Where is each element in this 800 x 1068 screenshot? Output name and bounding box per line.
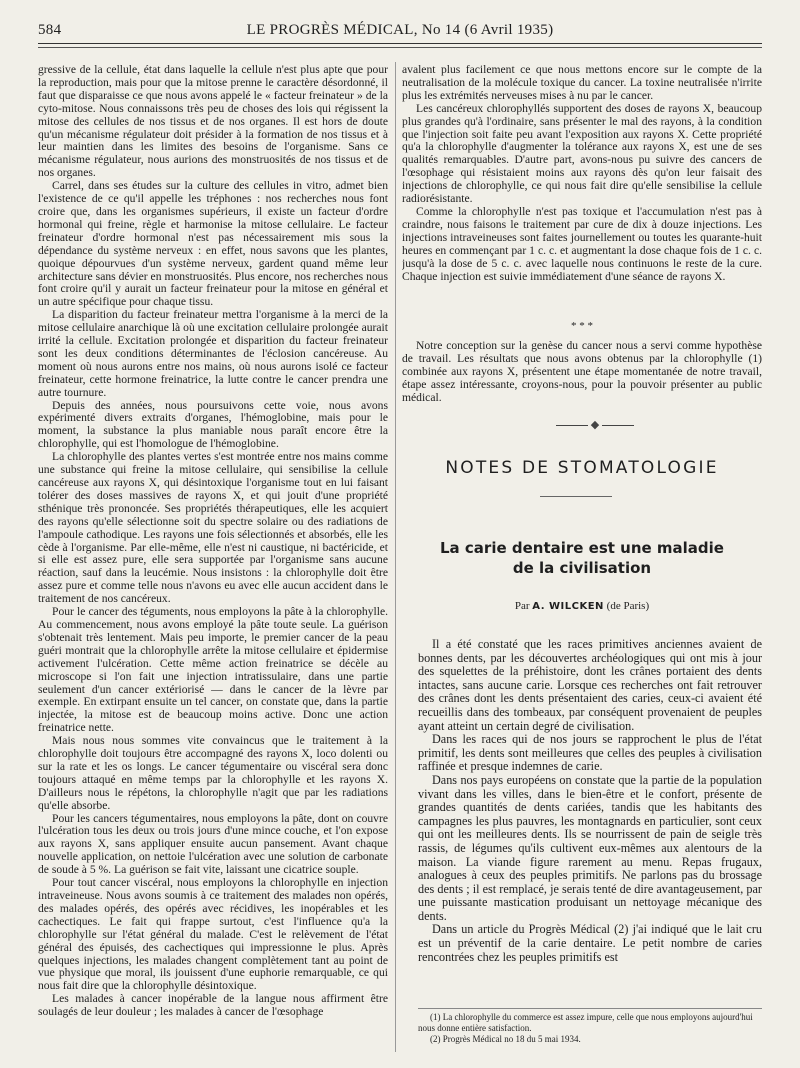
paragraph: Comme la chlorophylle n'est pas toxique et l'accumulation n'est pas à craindre, nous faisons le traitement par cure de dix à douze injections. Les injections intraveineuses sont faites journellement ou toutes les quarante-huit heures en commençant par 1 c. c. et augmentant la dose chaque fois de 1 c. c. jusqu'à la dose de 5 c. c. avec laquelle nous continuons le reste de la cure. Chaque injection est suivie immédiatement d'une séance de rayons X. <box>402 204 762 283</box>
paragraph: Pour le cancer des téguments, nous employons la pâte à la chlorophylle. Au commencement, nous avons employé la pâte toute seule. La guérison s'obtenait très lentement. Mais peu importe, le premier cancer de la peau guéri montrait que la chlorophylle arrête la mitose cellulaire et épidermise activement l'ulcération. Cette même action freinatrice se décèle au microscope si l'on fait une injection intratissulaire, dans une partie seulement d'un cancer extériorisé — dans le cancer de la lèvre par exemple. En extirpant ensuite un tel cancer, on constate que, dans la partie injectée, la mitose est de beaucoup moins active. Donc une action freinatrice nette. <box>38 605 388 735</box>
paragraph: La disparition du facteur freinateur mettra l'organisme à la merci de la mitose cellulaire anarchique là où une excitation cellulaire prolongée aurait irrité la cellule. Excitation prolongée et disparition du facteur freinateur sont les deux conditions déterminantes de l'éclosion cancéreuse. Au moment où nous aurons entre nos mains, où nous aurons isolé ce facteur freinateur, cette hormone freinatrice, la lutte contre le cancer prendra une autre tournure. <box>38 308 388 399</box>
footnote-rule <box>418 1008 762 1009</box>
footnote: (2) Progrès Médical no 18 du 5 mai 1934. <box>430 1033 581 1044</box>
byline-prefix: Par <box>514 600 530 612</box>
paragraph: Pour les cancers tégumentaires, nous employons la pâte, dont on couvre l'ulcération tous les deux ou trois jours d'une mince couche, et l'on expose aux rayons X, sans appliquer ensuite aucun pansement. Avant chaque nouvelle application, on nettoie l'ulcération avec une solution de carbonate de soude à 5 %. La guérison se fait vite, laissant une cicatrice souple. <box>38 811 388 877</box>
footnote: (1) La chlorophylle du commerce est assez impure, celle que nous employons aujourd'hui nous donne entière satisfaction. <box>418 1012 753 1033</box>
header-rule <box>38 43 762 44</box>
paragraph: Carrel, dans ses études sur la culture des cellules in vitro, admet bien l'existence de ce qu'il appelle les tréphones : nos recherches nous font croire que, dans les organismes supérieurs, il existe un facteur d'ordre hormonal qui freine, règle et harmonise la mitose cellulaire. Le facteur freinateur d'ordre hormonal n'est pas nécessairement mis sous la dépendance du système nerveux : en effet, nous savons que les plantes, quoique dépourvues d'un système nerveux, gardent quand même leur architecture sans dévier en monstruosités. Plus encore, nos recherches nous font croire qu'il y aurait un facteur freinateur pour la mitose en général et un autre spécifique pour chaque tissu. <box>38 179 388 309</box>
left-column <box>38 64 388 1054</box>
author-name: A. WILCKEN <box>532 601 604 612</box>
article-title-line1: La carie dentaire est une maladie <box>440 539 724 557</box>
paragraph: Il a été constaté que les races primitives anciennes avaient de bonnes dents, par les découvertes archéologiques qui ont mis à jour des squelettes de la préhistoire, dont les crânes portaient des dents intactes, sans aucune carie. Lorsque ces recherches ont fait retrouver des crânes dont les dents présentaient des caries, ceux-ci avaient été recueillis dans des tombeaux, par conséquent provenaient de peuples ayant atteint un certain degré de civilisation. <box>418 638 762 733</box>
paragraph: Depuis des années, nous poursuivons cette voie, nous avons expérimenté divers extraits d'organes, l'hémoglobine, mais pour le moment, la substance la plus maniable nous paraît encore être la chlorophylle, qui est l'homologue de l'hémoglobine. <box>38 398 388 451</box>
paragraph: Pour tout cancer viscéral, nous employons la chlorophylle en injection intraveineuse. Nous avons soumis à ce traitement des malades non opérés, des malades opérés, des opérés avec récidives, les inopérables et les cachectiques. Le fait qui frappe surtout, c'est l'influence qu'a la chlorophylle sur l'état général du malade. C'est le relèvement de l'état général des épuisés, des cachectiques qui impressionne le plus. Après quelques injections, les malades changent complètement tant au point de vue physique que moral, ils jouissent d'une euphorie remarquable, ce qui nous fait dire que la chlorophylle désintoxique. <box>38 876 388 993</box>
paragraph: Les malades à cancer inopérable de la langue nous affirment être soulagés de leur douleur ; les malades à cancer de l'œsophage <box>38 992 388 1019</box>
header-rule-thin <box>38 47 762 48</box>
byline <box>402 600 762 612</box>
paragraph: Dans nos pays européens on constate que la partie de la population vivant dans les villes, dans le bien-être et le confort, présente de grandes quantités de dents cariées, tandis que les habitants des campagnes les plus pauvres, les montagnards en particulier, sont ceux qui ont les meilleures dents. Ils se nourrissent de pain de seigle très rassis, de légumes qu'ils cultivent eux-mêmes aux alentours de la maison. La viande figure rarement au menu. Repas frugaux, analogues à ceux des peuples primitifs. Ne parlons pas du brossage des dents ; il est remplacé, je serais tenté de dire avantageusement, par une puissante mastication produisant un nettoyage mécanique des dents. <box>418 772 762 923</box>
asterism: * * * <box>571 320 593 332</box>
conclusion-block <box>402 340 762 410</box>
paragraph: Dans un article du Progrès Médical (2) j'ai indiqué que le lait cru est un préventif de la carie dentaire. Le petit nombre de caries rencontrées chez les peuples primitifs est <box>418 922 762 964</box>
paragraph: Notre conception sur la genèse du cancer nous a servi comme hypothèse de travail. Les résultats que nous avons obtenus par la chlorophylle (1) combinée aux rayons X, présentent une étape momentanée de notre travail, étape assez intéressante, croyons-nous, pour la pouvoir présenter au public médical. <box>402 340 762 404</box>
running-header <box>38 18 762 40</box>
page-number: 584 <box>38 22 62 38</box>
article-body <box>418 638 762 1000</box>
running-title: LE PROGRÈS MÉDICAL, No 14 (6 Avril 1935) <box>246 22 554 38</box>
paragraph: gressive de la cellule, état dans laquelle la cellule n'est plus apte que pour la reproduction, mais pour que la mitose prenne le caractère désordonné, il faut que disparaisse ce que nous avons appelé le « facteur freinateur » de la cyto-mitose. Nous connaissons très peu de choses des lois qui régissent la mitose des cellules de nos tissus et de nos organes. Il est hors de doute qu'un mécanisme régulateur doit présider à la formation de nos tissus et à leur maintien dans les limites des besoins de l'organisme. Sans ce mécanisme régulateur, nous aurions des monstruosités de nos tissus et de nos organes. <box>38 64 388 180</box>
paragraph: Dans les races qui de nos jours se rapprochent le plus de l'état primitif, les dents sont meilleures que celles des peuples à civilisation raffinée et presque indemnes de carie. <box>418 732 762 774</box>
byline-suffix: (de Paris) <box>606 600 650 612</box>
section-rule <box>540 496 612 497</box>
column-divider <box>395 62 396 1052</box>
footnotes <box>418 1012 762 1044</box>
fleuron-ornament: ◆ <box>540 418 650 431</box>
article-title-line2: de la civilisation <box>512 559 652 577</box>
paragraph: avalent plus facilement ce que nous mettons encore sur le compte de la neutralisation de la molécule toxique du cancer. La toxine neutralisée n'irrite plus les extrémités nerveuses mises à nu par le cancer. <box>402 64 762 102</box>
paragraph: Les cancéreux chlorophyllés supportent des doses de rayons X, beaucoup plus grandes qu'à l'ordinaire, sans présenter le mal des rayons, à la condition que l'injection soit faite peu avant l'exposition aux rayons X. Cette propriété qu'a la chlorophylle d'augmenter la tolérance aux rayons X, est une de ses qualités remarquables. D'autre part, avons-nous pu suivre des cancers de l'œsophage qui résistaient moins aux rayons dès qu'on leur faisait des injections de chlorophylle, ce qui nous fait dire qu'elle sensibilise la cellule radiorésistante. <box>402 101 762 206</box>
paragraph: Mais nous nous sommes vite convaincus que le traitement à la chlorophylle doit toujours être accompagné des rayons X, loco dolenti ou sur la rate et les os longs. Le cancer tégumentaire ou viscéral sera donc toujours attaqué en même temps par la chlorophylle et les rayons X. D'ailleurs nous le répétons, la chlorophylle n'agit que par les radiations qu'elle absorbe. <box>38 734 388 812</box>
section-title: NOTES DE STOMATOLOGIE <box>445 458 719 478</box>
article-title <box>402 538 762 578</box>
paragraph: La chlorophylle des plantes vertes s'est montrée entre nos mains comme une substance qui freine la mitose cellulaire, qui sensibilise la cellule cancéreuse aux rayons X, qui désintoxique l'organisme tout en lui faisant tolérer des doses massives de rayons X, et qui jouit d'une propriété sthénique très prononcée. Ses propriétés thérapeutiques, elle les acquiert des rayons qu'elle sélectionne soit du spectre solaire ou des radiations de l'ampoule cathodique. Les rayons une fois sélectionnés et absorbés, elle les cède à l'organisme. Par elle-même, elle n'est ni caustique, ni bactéricide, et si elle est assez pure, elle sera supportée par l'organisme sans aucune réaction, sauf dans la leucémie. Nous insistons : la chlorophylle doit être assez pure et comme telle nous n'avons eu avec elle aucun accident dans le traitement de nos cancéreux. <box>38 450 388 606</box>
